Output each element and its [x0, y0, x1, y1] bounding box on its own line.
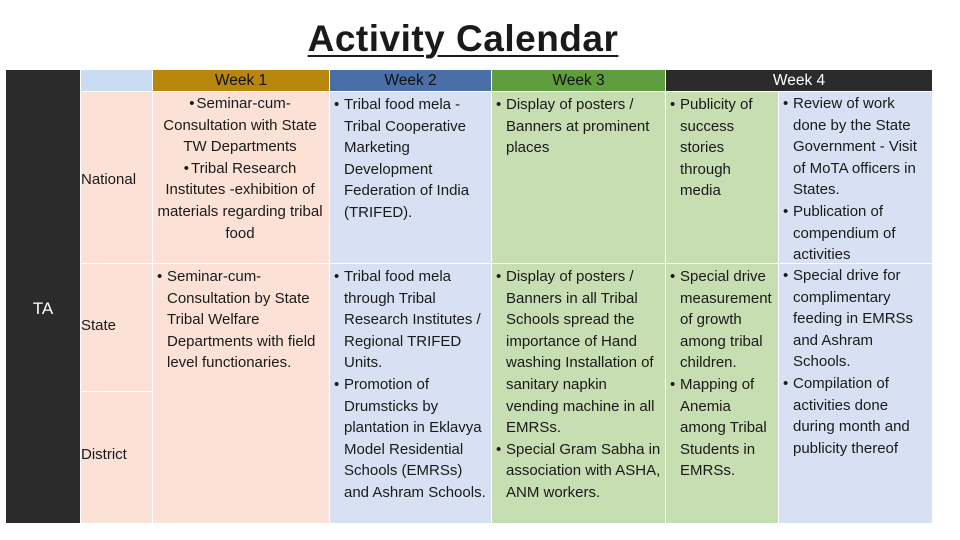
national-week-4a [666, 92, 779, 264]
national-week-1 [153, 92, 330, 264]
level-state-cell [81, 264, 153, 392]
level-district-cell [81, 392, 153, 524]
header-week-3: Week 3 [492, 70, 666, 92]
national-week-1-item: • Tribal Research Institutes -exhibition of materials regarding tribal food [157, 158, 323, 244]
national-week-4b-item: • Publication of compendium of activities [783, 201, 928, 264]
level-state-label: State [81, 317, 117, 334]
national-week-4b [779, 92, 933, 264]
state-week-4b [779, 264, 933, 524]
national-week-1-item: • Seminar-cum-Consultation with State TW Departments [157, 93, 323, 158]
header-week-1: Week 1 [153, 70, 330, 92]
state-week-2-item: • Tribal food mela through Tribal Research Institutes / Regional TRIFED Units. [334, 266, 487, 374]
national-week-3-item: • Display of posters / Banners at prominent places [496, 94, 661, 159]
state-week-4b-item: • Special drive for complimentary feeding in EMRSs and Ashram Schools. [783, 265, 928, 373]
level-national-label: National [81, 171, 137, 188]
national-week-4b-item: • Review of work done by the State Government - Visit of MoTA officers in States. [783, 93, 928, 201]
state-week-3-item: • Display of posters / Banners in all Tribal Schools spread the importance of Hand washing Installation of sanitary napkin vending machine in all EMRSs. [496, 266, 661, 439]
state-week-1 [153, 264, 330, 524]
level-national-cell [81, 92, 153, 264]
level-district-label: District [81, 446, 127, 463]
national-week-2-item: • Tribal food mela - Tribal Cooperative Marketing Development Federation of India (TRIFED). [334, 94, 487, 224]
state-week-2-item: • Promotion of Drumsticks by plantation in Eklavya Model Residential Schools (EMRSs) and Ashram Schools. [334, 374, 487, 504]
page-title [0, 18, 926, 60]
state-week-4a [666, 264, 779, 524]
page-title-text: Activity Calendar [307, 18, 619, 59]
state-week-1-item: • Seminar-cum-Consultation by State Tribal Welfare Departments with field level functionaries. [157, 266, 325, 374]
state-week-4b-item: • Compilation of activities done during month and publicity thereof [783, 373, 928, 459]
group-cell [6, 70, 81, 524]
national-week-4a-item: • Publicity of success stories through media [670, 94, 774, 202]
header-week-4: Week 4 [666, 70, 933, 92]
state-week-4a-item: • Mapping of Anemia among Tribal Students in EMRSs. [670, 374, 774, 482]
state-week-2 [330, 264, 492, 524]
national-week-3 [492, 92, 666, 264]
national-week-2 [330, 92, 492, 264]
state-week-3 [492, 264, 666, 524]
state-week-4a-item: • Special drive measurement of growth among tribal children. [670, 266, 774, 374]
activity-calendar-table [6, 70, 938, 524]
group-label: TA [32, 299, 54, 318]
header-corner-cell [81, 70, 153, 92]
header-week-2: Week 2 [330, 70, 492, 92]
state-week-3-item: • Special Gram Sabha in association with ASHA, ANM workers. [496, 439, 661, 504]
